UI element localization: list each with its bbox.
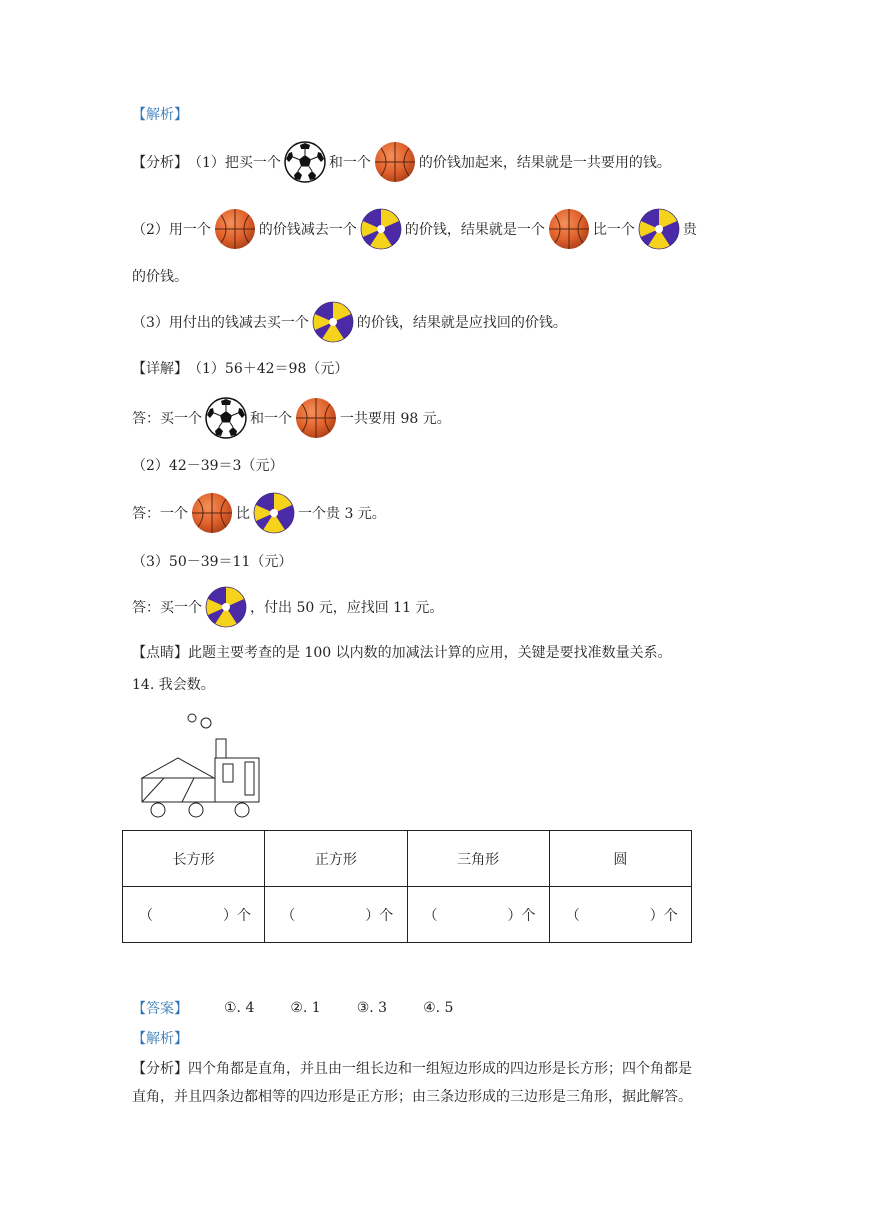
basketball-icon <box>294 396 338 440</box>
fenxi-1-text-b: 和一个 <box>328 155 371 171</box>
xiangjie-q1-answer <box>132 396 451 440</box>
q1-answer-text-b: 和一个 <box>250 411 292 427</box>
q2-answer-text-a: 答：一个 <box>132 506 188 522</box>
q3-answer-text-a: 答：买一个 <box>132 600 202 616</box>
dianjing-label: 【点睛】 <box>132 645 188 661</box>
answer-cell-triangle <box>407 887 549 943</box>
fenxi-line-1 <box>132 140 671 184</box>
q2-answer-text-b: 比 <box>236 506 250 522</box>
xiangjie-q1-equation: （1）56＋42＝98（元） <box>188 361 349 377</box>
table-header-row <box>123 831 692 887</box>
fenxi-label: 【分析】 <box>132 155 188 171</box>
xiangjie-q2-answer <box>132 491 386 535</box>
fenxi-line-2 <box>132 207 697 251</box>
beach-ball-icon <box>252 491 296 535</box>
header-triangle: 三角形 <box>407 831 549 887</box>
answer-cell-square <box>265 887 407 943</box>
header-square: 正方形 <box>265 831 407 887</box>
answer14-fenxi-label: 【分析】 <box>132 1061 188 1077</box>
paren-open: （ <box>281 907 296 924</box>
xiangjie-line-1 <box>132 358 348 378</box>
xiangjie-q3-answer <box>132 585 443 629</box>
q1-answer-text-a: 答：买一个 <box>132 411 202 427</box>
answer-cell-rectangle <box>123 887 265 943</box>
beach-ball-icon <box>311 300 355 344</box>
answer-item-4: ④. 5 <box>423 1000 454 1016</box>
xiangjie-q2-equation: （2）42－39＝3（元） <box>132 458 284 474</box>
basketball-icon <box>547 207 591 251</box>
dianjing-text: 此题主要考查的是 100 以内数的加减法计算的应用，关键是要找准数量关系。 <box>188 645 672 661</box>
section-label-jiexi-2: 【解析】 <box>132 1031 188 1047</box>
q1-answer-text-c: 一共要用 98 元。 <box>340 411 451 427</box>
soccer-ball-icon <box>283 140 327 184</box>
question-14-title: 14. 我会数。 <box>132 677 215 693</box>
fenxi-2-text-d: 比一个 <box>592 222 635 238</box>
paren-open: （ <box>565 907 580 924</box>
answer-14-line <box>132 998 489 1018</box>
section-label-jiexi: 【解析】 <box>132 107 188 123</box>
dianjing-line <box>132 642 672 662</box>
shape-count-table <box>122 830 692 943</box>
fenxi-3-text-a: （3）用付出的钱减去买一个 <box>132 315 309 331</box>
soccer-ball-icon <box>204 396 248 440</box>
xiangjie-q3-equation: （3）50－39＝11（元） <box>132 554 293 570</box>
beach-ball-icon <box>204 585 248 629</box>
table-answer-row <box>123 887 692 943</box>
fenxi-line-3 <box>132 300 567 344</box>
beach-ball-icon <box>359 207 403 251</box>
answer-item-3: ③. 3 <box>356 1000 388 1016</box>
answer14-fenxi-text-1: 四个角都是直角，并且由一组长边和一组短边形成的四边形是长方形；四个角都是 <box>188 1061 692 1077</box>
answer14-fenxi-text-2: 直角，并且四条边都相等的四边形是正方形；由三条边形成的三边形是三角形，据此解答。 <box>132 1089 692 1105</box>
answer-item-1: ①. 4 <box>224 1000 255 1016</box>
train-shapes-figure <box>138 710 266 822</box>
fenxi-2-text-a: （2）用一个 <box>132 222 211 238</box>
q3-answer-text-b: ，付出 50 元，应找回 11 元。 <box>250 600 444 616</box>
header-circle: 圆 <box>549 831 691 887</box>
fenxi-2-text-c: 的价钱，结果就是一个 <box>404 222 545 238</box>
basketball-icon <box>373 140 417 184</box>
paren-close-unit: ）个 <box>365 907 394 924</box>
answer-item-2: ②. 1 <box>290 1000 321 1016</box>
fenxi-2-text-e: 贵 <box>682 222 697 238</box>
answer14-fenxi-line-1 <box>132 1058 692 1078</box>
q2-answer-text-c: 一个贵 3 元。 <box>298 506 386 522</box>
header-rectangle: 长方形 <box>123 831 265 887</box>
fenxi-1-text-c: 的价钱加起来，结果就是一共要用的钱。 <box>418 155 671 171</box>
fenxi-3-text-b: 的价钱，结果就是应找回的价钱。 <box>356 315 567 331</box>
paren-open: （ <box>423 907 438 924</box>
paren-close-unit: ）个 <box>507 907 536 924</box>
fenxi-2-text-b: 的价钱减去一个 <box>258 222 357 238</box>
fenxi-2-text-f: 的价钱。 <box>132 269 188 285</box>
paren-close-unit: ）个 <box>649 907 678 924</box>
answer-cell-circle <box>549 887 691 943</box>
basketball-icon <box>190 491 234 535</box>
paren-open: （ <box>139 907 153 924</box>
paren-close-unit: ）个 <box>223 907 251 924</box>
beach-ball-icon <box>637 207 681 251</box>
answer-label: 【答案】 <box>132 1001 188 1017</box>
basketball-icon <box>213 207 257 251</box>
xiangjie-label: 【详解】 <box>132 361 188 377</box>
fenxi-1-text-a: （1）把买一个 <box>188 155 281 171</box>
